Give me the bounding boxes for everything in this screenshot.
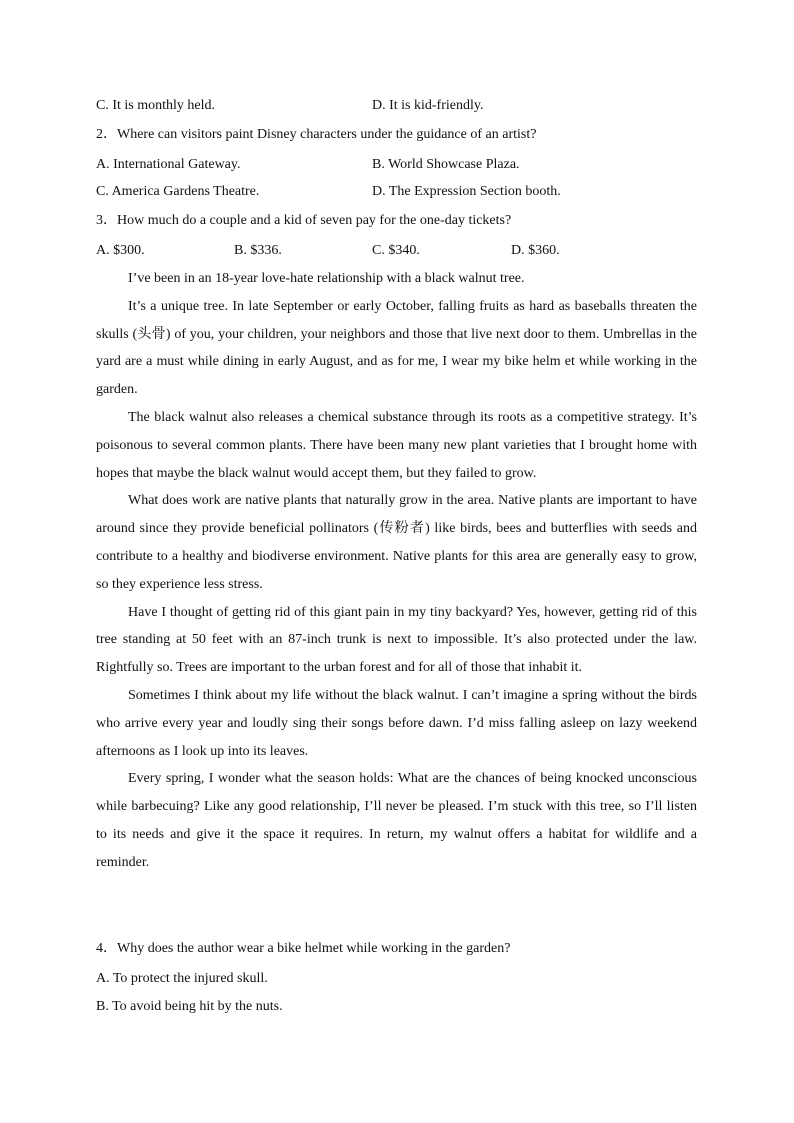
- passage-paragraph: I’ve been in an 18-year love-hate relationship with a black walnut tree.: [128, 271, 525, 286]
- q3-stem: 3．How much do a couple and a kid of seven pay for the one-day tickets?: [96, 213, 512, 228]
- q3-option-c: C. $340.: [372, 243, 420, 258]
- q3-option-a: A. $300.: [96, 243, 145, 258]
- q3-option-b: B. $336.: [234, 243, 282, 258]
- q3-option-d: D. $360.: [511, 243, 560, 258]
- passage-paragraph: The black walnut also releases a chemical substance through its roots as a competitive strategy. It’s poisonous to several common plants. There have been many new plant varieties that I brought home with hopes that maybe the black walnut would accept them, but they failed to grow.: [96, 409, 697, 481]
- q2-option-a: A. International Gateway.: [96, 157, 241, 172]
- q4-stem: 4．Why does the author wear a bike helmet while working in the garden?: [96, 941, 511, 956]
- reading-passage: [96, 265, 697, 877]
- q2-option-d: D. The Expression Section booth.: [372, 184, 561, 199]
- q1-option-c: C. It is monthly held.: [96, 98, 215, 113]
- q2-stem: 2．Where can visitors paint Disney characters under the guidance of an artist?: [96, 127, 537, 142]
- q1-option-d: D. It is kid-friendly.: [372, 98, 484, 113]
- q2-option-c: C. America Gardens Theatre.: [96, 184, 260, 199]
- q2-option-b: B. World Showcase Plaza.: [372, 157, 520, 172]
- passage-paragraph: Sometimes I think about my life without the black walnut. I can’t imagine a spring without the birds who arrive every year and loudly sing their songs before dawn. I’d miss falling asleep on lazy weekend afternoons as I look up into its leaves.: [96, 687, 697, 759]
- q4-option-b: B. To avoid being hit by the nuts.: [96, 999, 283, 1014]
- q4-option-a: A. To protect the injured skull.: [96, 971, 268, 986]
- passage-paragraph: Have I thought of getting rid of this giant pain in my tiny backyard? Yes, however, getting rid of this tree standing at 50 feet with an 87-inch trunk is next to impossible. It’s also protected under the law. Rightfully so. Trees are important to the urban forest and for all of those that inhabit it.: [96, 604, 697, 676]
- passage-paragraph: Every spring, I wonder what the season holds: What are the chances of being knocked unconscious while barbecuing? Like any good relationship, I’ll never be pleased. I’m stuck with this tree, so I’ll listen to its needs and give it the space it requires. In return, my walnut offers a habitat for wildlife and a reminder.: [96, 771, 697, 870]
- passage-paragraph: What does work are native plants that naturally grow in the area. Native plants are important to have around since they provide beneficial pollinators (传粉者) like birds, bees and butterflies with seeds and contribute to a healthy and biodiverse environment. Native plants for this area are generally easy to grow, so they experience less stress.: [96, 493, 697, 592]
- passage-paragraph: It’s a unique tree. In late September or early October, falling fruits as hard as baseballs threaten the skulls (头骨) of you, your children, your neighbors and those that live next door to them. Umbrellas in the yard are a must while dining in early August, and as for me, I wear my bike helm et while working in the garden.: [96, 298, 697, 398]
